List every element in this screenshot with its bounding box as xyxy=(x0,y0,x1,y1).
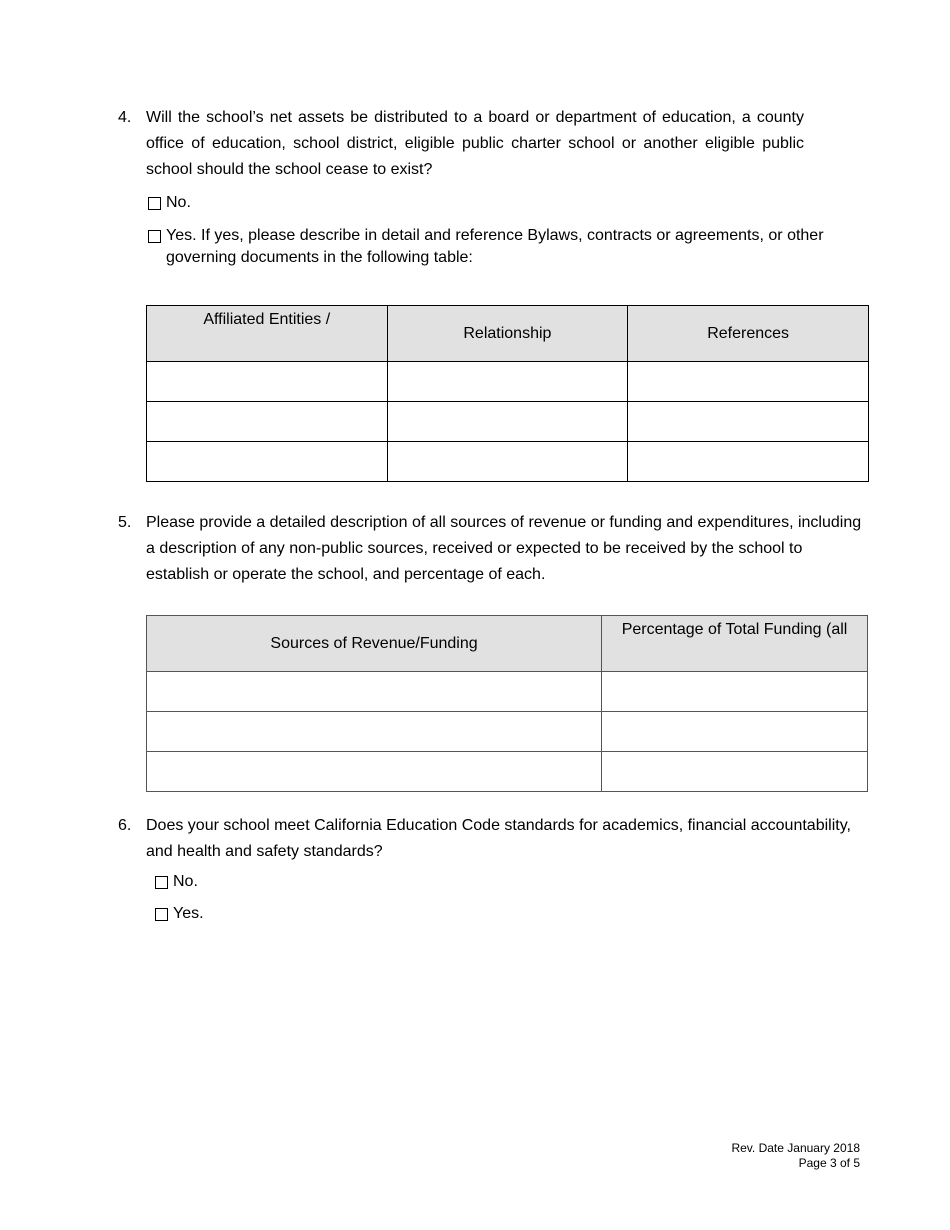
affiliated-entities-table xyxy=(146,305,869,482)
q6-option-yes[interactable] xyxy=(155,903,204,925)
table-cell[interactable] xyxy=(147,402,388,442)
question-number: 5. xyxy=(118,514,132,531)
table-cell[interactable] xyxy=(602,672,868,712)
table-row xyxy=(147,712,868,752)
q4-option-yes[interactable] xyxy=(148,225,868,269)
table-cell[interactable] xyxy=(602,752,868,792)
table-row xyxy=(147,442,869,482)
column-header-sources: Sources of Revenue/Funding xyxy=(147,616,602,672)
table-row xyxy=(147,402,869,442)
table-header-row xyxy=(147,306,869,362)
question-number: 4. xyxy=(118,109,132,126)
table-cell[interactable] xyxy=(147,752,602,792)
table-cell[interactable] xyxy=(147,672,602,712)
question-4 xyxy=(0,105,950,185)
table-header-row xyxy=(147,616,868,672)
table-row xyxy=(147,362,869,402)
table-cell[interactable] xyxy=(628,362,869,402)
table-row xyxy=(147,672,868,712)
question-5 xyxy=(0,510,950,590)
page-footer xyxy=(731,1141,860,1171)
table-cell[interactable] xyxy=(147,712,602,752)
q4-option-no[interactable] xyxy=(148,192,191,214)
question-6 xyxy=(0,813,950,867)
column-header-percentage: Percentage of Total Funding (all xyxy=(602,616,868,672)
revision-date: Rev. Date January 2018 xyxy=(731,1141,860,1155)
checkbox-icon[interactable] xyxy=(155,876,168,889)
column-header-references: References xyxy=(628,306,869,362)
column-header-affiliated-entities: Affiliated Entities / xyxy=(147,306,388,362)
option-label: No. xyxy=(166,194,191,211)
q6-option-no[interactable] xyxy=(155,871,198,893)
page-number: Page 3 of 5 xyxy=(798,1156,860,1170)
checkbox-icon[interactable] xyxy=(148,230,161,243)
table-cell[interactable] xyxy=(387,402,628,442)
table-cell[interactable] xyxy=(147,362,388,402)
question-text: Will the school’s net assets be distributed to a board or department of education, a county office of education, school district, eligible public charter school or another eligible public school should the school cease to exist? xyxy=(146,109,804,178)
checkbox-icon[interactable] xyxy=(148,197,161,210)
table-cell[interactable] xyxy=(387,362,628,402)
question-text: Please provide a detailed description of all sources of revenue or funding and expenditures, including a description of any non-public sources, received or expected to be received by the school to establish or operate the school, and percentage of each. xyxy=(146,514,862,583)
table-cell[interactable] xyxy=(628,442,869,482)
option-label: No. xyxy=(173,873,198,890)
table-cell[interactable] xyxy=(387,442,628,482)
revenue-funding-table xyxy=(146,615,868,792)
table-cell[interactable] xyxy=(147,442,388,482)
table-row xyxy=(147,752,868,792)
option-label: Yes. xyxy=(173,905,204,922)
table-cell[interactable] xyxy=(628,402,869,442)
question-number: 6. xyxy=(118,817,132,834)
checkbox-icon[interactable] xyxy=(155,908,168,921)
column-header-relationship: Relationship xyxy=(387,306,628,362)
question-text: Does your school meet California Education Code standards for academics, financial accountability, and health and safety standards? xyxy=(146,817,851,860)
table-cell[interactable] xyxy=(602,712,868,752)
option-label: Yes. If yes, please describe in detail and reference Bylaws, contracts or agreements, or other governing documents in the following table: xyxy=(166,227,824,266)
